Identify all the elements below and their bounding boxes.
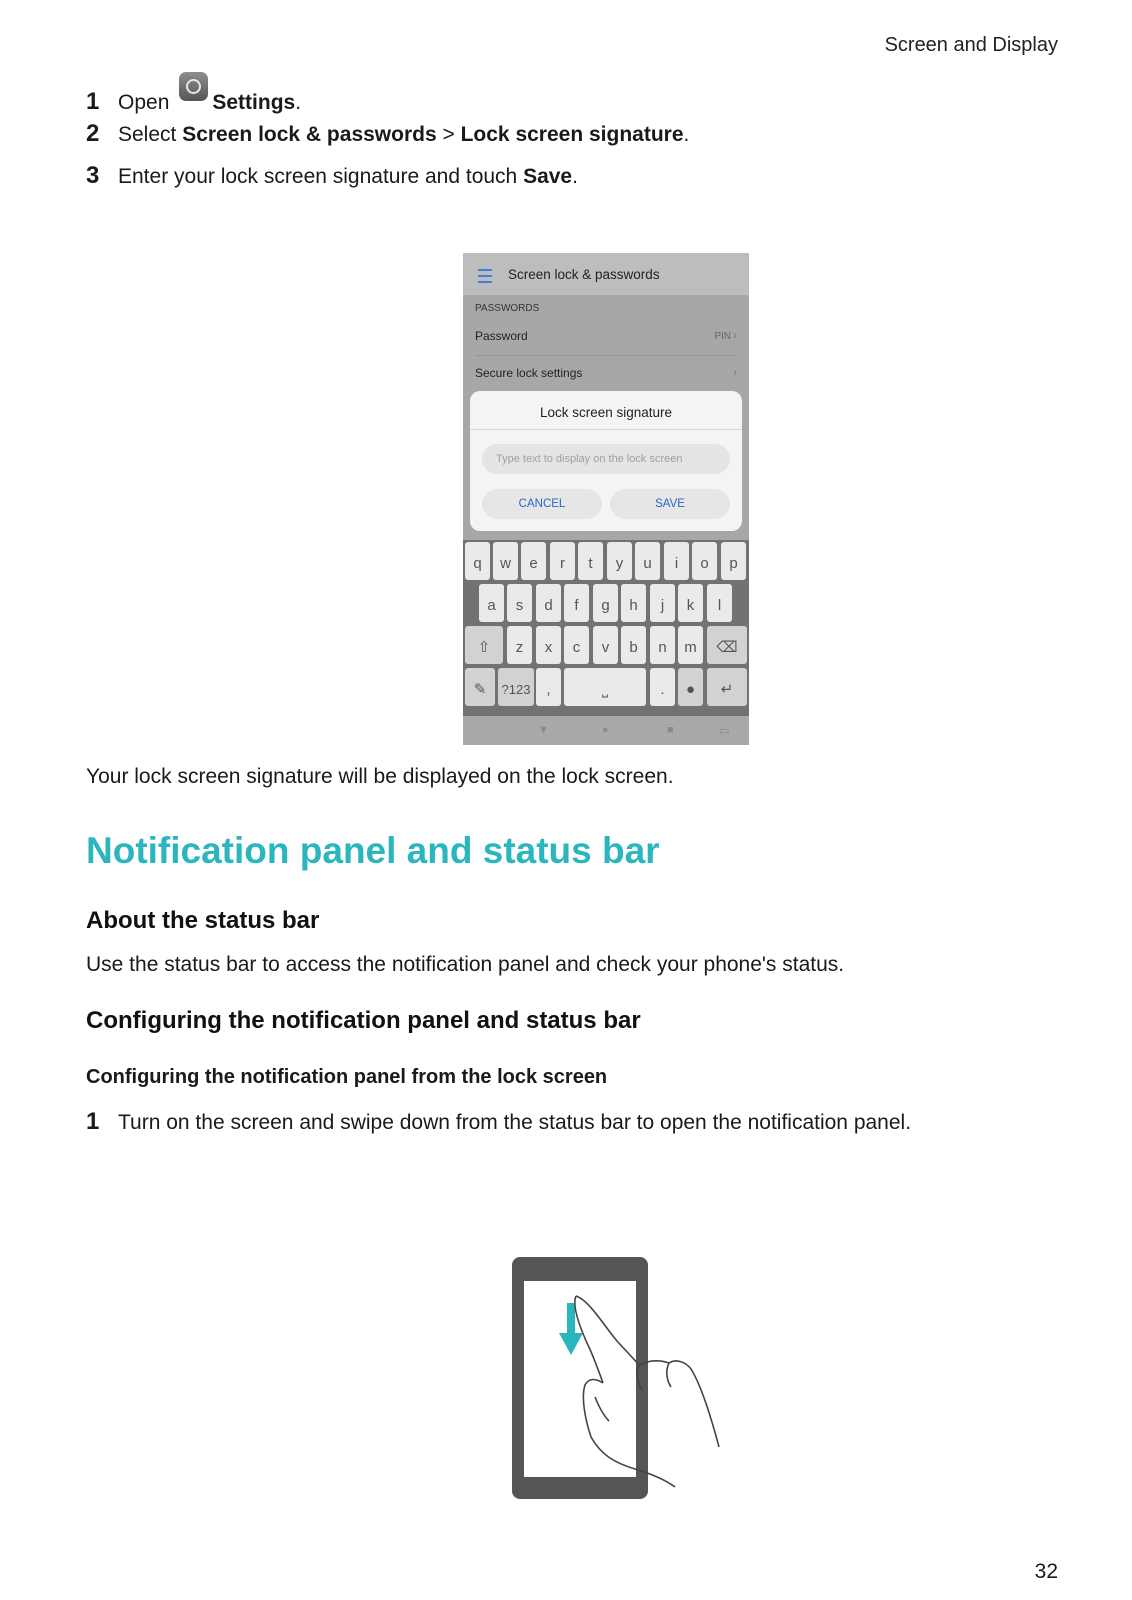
step-number: 1 xyxy=(86,1108,100,1135)
soft-keyboard xyxy=(463,540,749,716)
key[interactable]: q xyxy=(465,542,490,580)
cancel-button[interactable]: CANCEL xyxy=(482,489,602,519)
signature-dialog xyxy=(470,391,742,531)
settings-gear-icon xyxy=(179,72,208,101)
step-bold: Settings xyxy=(212,91,296,114)
figure-caption: Your lock screen signature will be displayed on the lock screen. xyxy=(86,765,674,788)
divider xyxy=(470,429,742,430)
hamburger-menu-icon[interactable] xyxy=(478,269,492,283)
handwriting-icon[interactable]: ✎ xyxy=(465,668,495,706)
key-row-1 xyxy=(463,542,749,580)
step-text: Select xyxy=(118,123,183,146)
phone-screenshot xyxy=(463,253,749,745)
system-nav-bar xyxy=(463,716,749,745)
chevron-right-icon: › xyxy=(733,328,737,342)
backspace-icon[interactable]: ⌫ xyxy=(707,626,747,664)
keyboard-hide-icon[interactable]: ▭ xyxy=(719,725,730,737)
password-value: PIN xyxy=(714,331,731,342)
recents-icon[interactable]: ■ xyxy=(667,724,674,736)
key[interactable]: w xyxy=(493,542,518,580)
signature-input[interactable]: Type text to display on the lock screen xyxy=(482,444,730,474)
key[interactable]: p xyxy=(721,542,746,580)
step-1 xyxy=(86,80,301,116)
step-text: Open xyxy=(118,91,170,114)
step-bold: Lock screen signature xyxy=(460,123,684,146)
key[interactable]: m xyxy=(678,626,703,664)
swipe-down-illustration xyxy=(505,1255,725,1510)
key[interactable]: c xyxy=(564,626,589,664)
app-bar xyxy=(463,253,749,295)
step-2 xyxy=(86,120,689,148)
secure-lock-item[interactable]: Secure lock settings xyxy=(475,366,583,380)
key[interactable]: d xyxy=(536,584,561,622)
key[interactable]: r xyxy=(550,542,575,580)
key[interactable]: o xyxy=(692,542,717,580)
step-end: . xyxy=(683,123,690,146)
key[interactable]: z xyxy=(507,626,532,664)
step-sep: > xyxy=(436,123,461,146)
page-number: 32 xyxy=(1034,1560,1058,1583)
step-1 xyxy=(86,1108,911,1136)
hand-swipe-icon xyxy=(505,1255,725,1505)
step-text: Enter your lock screen signature and touch xyxy=(118,165,524,188)
key[interactable]: a xyxy=(479,584,504,622)
step-text: Turn on the screen and swipe down from the status bar to open the notification panel. xyxy=(118,1111,912,1134)
home-icon[interactable]: ● xyxy=(602,724,609,736)
step-number: 3 xyxy=(86,162,100,189)
comma-key[interactable]: , xyxy=(536,668,561,706)
key[interactable]: t xyxy=(578,542,603,580)
shift-icon[interactable]: ⇧ xyxy=(465,626,503,664)
step-number: 1 xyxy=(86,88,100,115)
enter-icon[interactable]: ↵ xyxy=(707,668,747,706)
key[interactable]: i xyxy=(664,542,689,580)
key-row-2 xyxy=(463,584,749,622)
section-header: PASSWORDS xyxy=(475,303,540,314)
back-icon[interactable]: ▼ xyxy=(538,724,549,736)
key[interactable]: s xyxy=(507,584,532,622)
key[interactable]: j xyxy=(650,584,675,622)
key[interactable]: v xyxy=(593,626,618,664)
body-paragraph: Use the status bar to access the notification panel and check your phone's status. xyxy=(86,953,845,976)
microphone-icon[interactable]: ● xyxy=(678,668,703,706)
save-button[interactable]: SAVE xyxy=(610,489,730,519)
key-row-4 xyxy=(463,668,749,706)
step-end: . xyxy=(295,91,302,114)
app-bar-title: Screen lock & passwords xyxy=(508,267,660,282)
step-end: . xyxy=(572,165,578,188)
key-row-3 xyxy=(463,626,749,664)
key[interactable]: b xyxy=(621,626,646,664)
subsection-heading: Configuring the notification panel and status bar xyxy=(86,1007,641,1034)
space-bar[interactable]: ⎵ xyxy=(564,668,646,706)
period-key[interactable]: . xyxy=(650,668,675,706)
password-item[interactable]: Password xyxy=(475,329,528,343)
key[interactable]: h xyxy=(621,584,646,622)
key[interactable]: e xyxy=(521,542,546,580)
key[interactable]: u xyxy=(635,542,660,580)
subsection-heading: About the status bar xyxy=(86,907,320,934)
key[interactable]: y xyxy=(607,542,632,580)
divider xyxy=(475,355,737,356)
step-number: 2 xyxy=(86,120,100,147)
step-bold: Save xyxy=(523,165,573,188)
key[interactable]: k xyxy=(678,584,703,622)
key[interactable]: f xyxy=(564,584,589,622)
symbols-key[interactable]: ?123 xyxy=(498,668,534,706)
key[interactable]: x xyxy=(536,626,561,664)
key[interactable]: n xyxy=(650,626,675,664)
step-3 xyxy=(86,162,578,190)
minor-heading: Configuring the notification panel from the lock screen xyxy=(86,1066,608,1088)
running-header: Screen and Display xyxy=(884,34,1058,56)
chevron-right-icon: › xyxy=(733,365,737,379)
key[interactable]: l xyxy=(707,584,732,622)
step-bold: Screen lock & passwords xyxy=(182,123,437,146)
key[interactable]: g xyxy=(593,584,618,622)
dialog-title: Lock screen signature xyxy=(539,405,673,420)
section-heading: Notification panel and status bar xyxy=(86,830,660,871)
